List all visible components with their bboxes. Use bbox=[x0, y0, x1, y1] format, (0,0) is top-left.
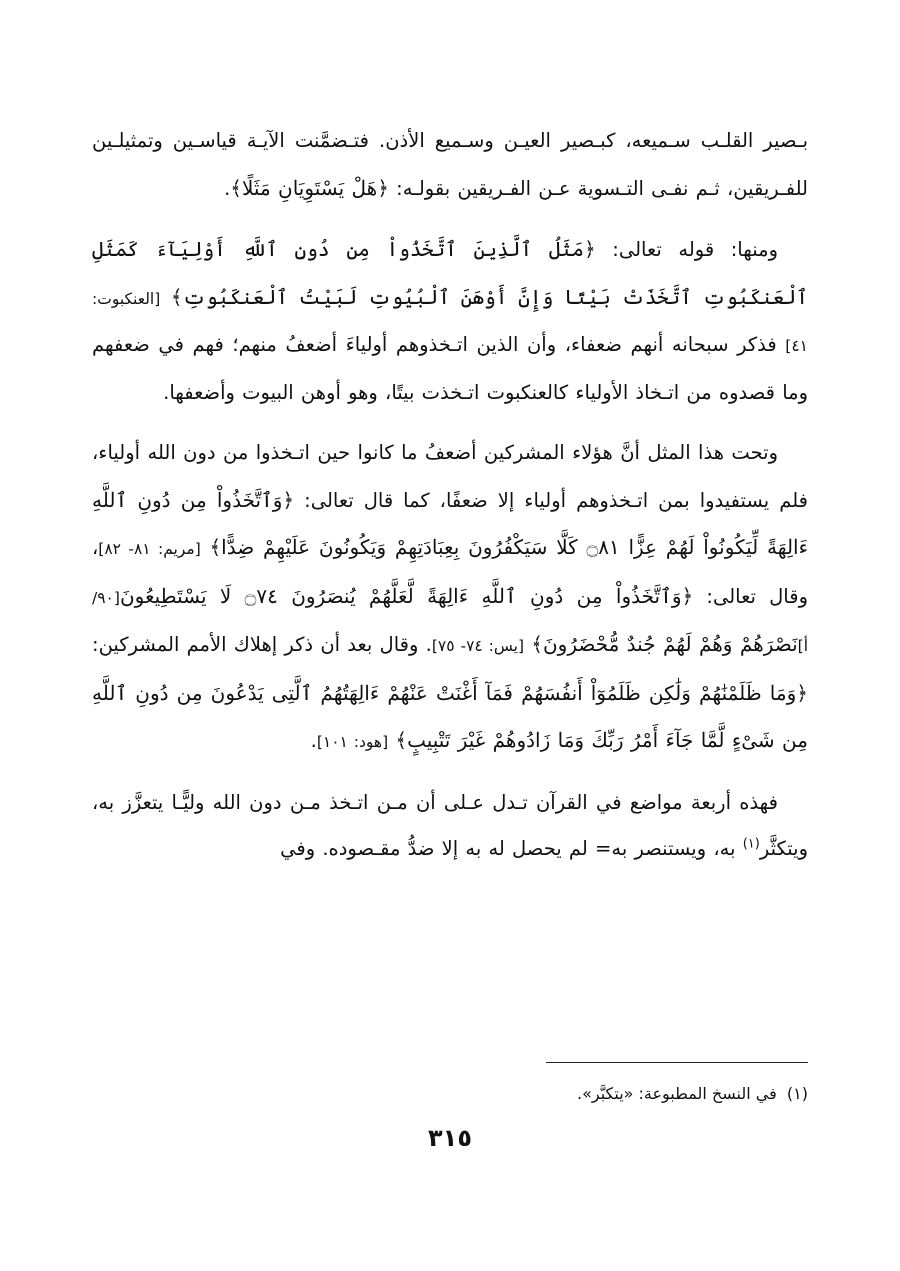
manuscript-folio-marker: [٩٠/ أ] bbox=[92, 588, 808, 655]
paragraph-1 bbox=[92, 118, 808, 212]
paragraph-2-end: فذكر سبحانه أنهم ضعفاء، وأن الذين اتـخذوهم أولياءَ أضعفُ منهم؛ فهم في ضعفهم وما قصدوه من اتـخاذ الأولياء كالعنكبوت اتـخذت بيتًا، وهو أوهن البيوت وأضعفها. bbox=[92, 333, 808, 404]
quran-verse: ﴿مَثَلُ ٱلَّذِينَ ٱتَّخَذُواْ مِن دُونِ ٱللَّهِ أَوْلِيَآءَ كَمَثَلِ ٱلْعَنكَبُوتِ ٱتَّخَذَتْ بَيْتًا وَإِنَّ أَوْهَنَ ٱلْبُيُوتِ لَبَيْتُ ٱلْعَنكَبُوتِ﴾ bbox=[92, 237, 808, 309]
paragraph-3-text: وتحت هذا المثل أنَّ هؤلاء المشركين أضعفُ ما كانوا حين اتـخذوا من دون الله أولياء، فلم يستفيدوا بمن اتـخذوهم أولياء إلا ضعفًا، كما قال تعالى: bbox=[92, 441, 809, 512]
verse-reference: [يس: ٧٤- ٧٥] bbox=[431, 637, 525, 655]
paragraph-4-text: فهذه أربعة مواضع في القرآن تـدل عـلى أن مـن اتـخذ مـن دون الله وليًّـا يتعزَّز به، ويتكثَّر bbox=[92, 790, 808, 860]
paragraph-3-end: . bbox=[310, 729, 317, 752]
quran-verse: نَصْرَهُمْ وَهُمْ لَهُمْ جُندٌ مُّحْضَرُونَ﴾ bbox=[531, 632, 798, 656]
quran-verse: ﴿هَلْ يَسْتَوِيَانِ مَثَلًا﴾ bbox=[230, 175, 389, 200]
paragraph-2-text: ومنها: قوله تعالى: bbox=[595, 238, 778, 261]
verse-reference: [العنكبوت: ٤١] bbox=[92, 289, 808, 355]
paragraph-3-connector: . وقال بعد أن ذكر إهلاك الأمم المشركين: bbox=[92, 633, 432, 656]
paragraph-1-text: بـصير القلـب سـميعه، كبـصير العيـن وسـميع الأذن. فتـضمَّنت الآيـة قياسـين وتمثيلـين للفـريقين، ثـم نفـى التـسوية عـن الفـريقين بقولـه: bbox=[92, 129, 808, 200]
paragraph-3 bbox=[92, 430, 808, 766]
paragraph-3-connector: ، وقال تعالى: bbox=[92, 536, 808, 608]
paragraph-2 bbox=[92, 226, 808, 416]
footnote-reference[interactable]: (١) bbox=[742, 836, 760, 852]
page-number: ٣١٥ bbox=[428, 1124, 472, 1152]
paragraph-4-end: به، ويستنصر به= لم يحصل له به إلا ضدُّ مقـصوده. وفي bbox=[280, 837, 743, 860]
paragraph-1-end: . bbox=[224, 176, 231, 200]
footnote-number: (١) bbox=[786, 1084, 808, 1103]
quran-verse: ﴿وَمَا ظَلَمْنَٰهُمْ وَلَٰكِن ظَلَمُوٓاْ أَنفُسَهُمْ فَمَآ أَغْنَتْ عَنْهُمْ ءَالِهَتُهُمُ ٱلَّتِى يَدْعُونَ مِن دُونِ ٱللَّهِ مِن شَىْءٍ لَّمَّا جَآءَ أَمْرُ رَبِّكَ وَمَا زَادُوهُمْ غَيْرَ تَتْبِيبٍ﴾ bbox=[92, 680, 808, 752]
quran-verse: ﴿وَٱتَّخَذُواْ مِن دُونِ ٱللَّهِ ءَالِهَةً لِّيَكُونُواْ لَهُمْ عِزًّا ۝٨١ كَلَّا سَيَكْفُرُونَ بِعِبَادَتِهِمْ وَيَكُونُونَ عَلَيْهِمْ ضِدًّا﴾ bbox=[92, 487, 808, 559]
verse-reference: [مريم: ٨١- ٨٢] bbox=[98, 540, 201, 558]
footnote-divider bbox=[546, 1062, 808, 1063]
verse-reference: [هود: ١٠١] bbox=[316, 733, 389, 751]
paragraph-4 bbox=[92, 780, 808, 873]
quran-verse: ﴿وَٱتَّخَذُواْ مِن دُونِ ٱللَّهِ ءَالِهَةً لَّعَلَّهُمْ يُنصَرُونَ ۝٧٤ لَا يَسْتَطِيعُونَ bbox=[119, 583, 694, 608]
footnote-text: في النسخ المطبوعة: «يتكبَّر». bbox=[577, 1084, 777, 1103]
footnote bbox=[92, 1080, 808, 1108]
